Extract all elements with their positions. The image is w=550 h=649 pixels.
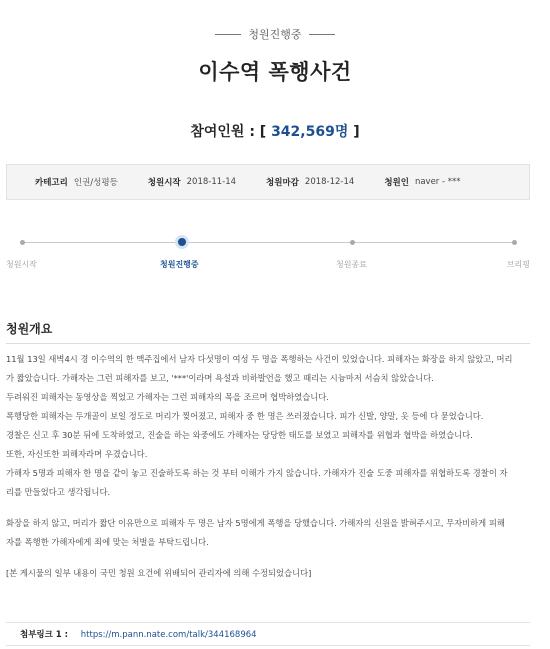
status-label: 청원진행중 xyxy=(248,28,302,41)
step-label-in-progress: 청원진행중 xyxy=(160,260,199,269)
overview-line: 리를 만들었다고 생각됩니다. xyxy=(6,487,111,497)
petition-title: 이수역 폭행사건 xyxy=(198,60,352,84)
meta-author-key: 청원인 xyxy=(384,178,409,188)
petition-status-heading xyxy=(0,26,550,42)
attachment-divider-top xyxy=(6,622,530,623)
participants-count-line xyxy=(0,121,550,141)
attachment-link[interactable]: https://m.pann.nate.com/talk/344168964 xyxy=(80,630,257,640)
step-dot-in-progress xyxy=(178,238,186,246)
meta-end-value: 2018-12-14 xyxy=(304,177,355,187)
step-label-start: 청원시작 xyxy=(6,260,37,269)
participants-label: 참여인원 : [ xyxy=(190,124,267,140)
meta-start xyxy=(148,176,236,188)
right-dash xyxy=(309,34,335,35)
overview-line: 두려워진 피해자는 동영상을 찍었고 가해자는 그런 피해자의 목을 조르며 협박하였습니다. xyxy=(6,392,329,402)
meta-category-key: 카테고리 xyxy=(35,178,68,188)
overview-line: 11월 13일 새벽4시 경 이수역의 한 맥주집에서 남자 다섯명이 여성 두 명을 폭행하는 사건이 있었습니다. 피해자는 화장을 하지 않았고, 머리 xyxy=(6,354,513,364)
paragraph-gap xyxy=(6,552,530,564)
attachment-row xyxy=(20,628,257,640)
meta-start-value: 2018-11-14 xyxy=(186,177,237,187)
overview-line: 경찰은 신고 후 30분 뒤에 도착하였고, 진술을 하는 와중에도 가해자는 당당한 태도를 보였고 피해자를 위협과 협박을 하였습니다. xyxy=(6,430,473,440)
paragraph-gap xyxy=(6,502,530,514)
overview-body xyxy=(6,350,530,583)
petition-progress-tracker xyxy=(6,233,530,273)
overview-line: 가 짧았습니다. 가해자는 그런 피해자를 보고, '***'이라며 욕설과 비하발언을 했고 때리는 시늉마저 서슴치 않았습니다. xyxy=(6,373,434,383)
participants-count: 342,569명 xyxy=(271,124,349,140)
meta-start-key: 청원시작 xyxy=(147,178,181,188)
overview-heading: 청원개요 xyxy=(6,322,53,336)
step-dot-start xyxy=(20,240,25,245)
overview-line: 자를 폭행한 가해자에게 죄에 맞는 처벌을 부탁드립니다. xyxy=(6,537,209,547)
meta-author xyxy=(384,176,460,188)
overview-line: 폭행당한 피해자는 두개골이 보일 정도로 머리가 찢어졌고, 피해자 중 한 명은 쓰러졌습니다. 피가 신발, 양말, 옷 등에 다 묻었습니다. xyxy=(6,411,484,421)
attachment-divider-bottom xyxy=(6,645,530,646)
overview-divider xyxy=(6,343,530,344)
meta-category xyxy=(35,176,118,188)
overview-line: 가해자 5명과 피해자 한 명을 같이 놓고 진술하도록 하는 것 부터 이해가 가지 않습니다. 가해자가 진술 도중 피해자를 위협하도록 경찰이 자 xyxy=(6,468,508,478)
meta-end xyxy=(266,176,354,188)
participants-close: ] xyxy=(353,124,360,140)
attachment-label: 첨부링크 1 : xyxy=(20,630,69,640)
step-dot-closed xyxy=(350,240,355,245)
overview-line: 화장을 하지 않고, 머리가 짧단 이유만으로 피해자 두 명은 남자 5명에게 폭행을 당했습니다. 가해자의 신원을 밝혀주시고, 무자비하게 피해 xyxy=(6,518,505,528)
progress-track xyxy=(22,242,516,243)
step-dot-briefing xyxy=(512,240,517,245)
overview-line: 또한, 자신또한 피해자라며 우겼습니다. xyxy=(6,449,148,459)
meta-category-value: 인권/성평등 xyxy=(73,178,118,188)
meta-end-key: 청원마감 xyxy=(266,178,299,188)
step-label-briefing: 브리핑 xyxy=(506,260,530,269)
left-dash xyxy=(215,34,241,35)
petition-meta-bar xyxy=(6,164,530,200)
meta-author-value: naver - *** xyxy=(414,177,461,187)
moderation-notice: [본 게시물의 일부 내용이 국민 청원 요건에 위배되어 관리자에 의해 수정되었습니다] xyxy=(6,568,312,578)
step-label-closed: 청원종료 xyxy=(336,260,367,269)
